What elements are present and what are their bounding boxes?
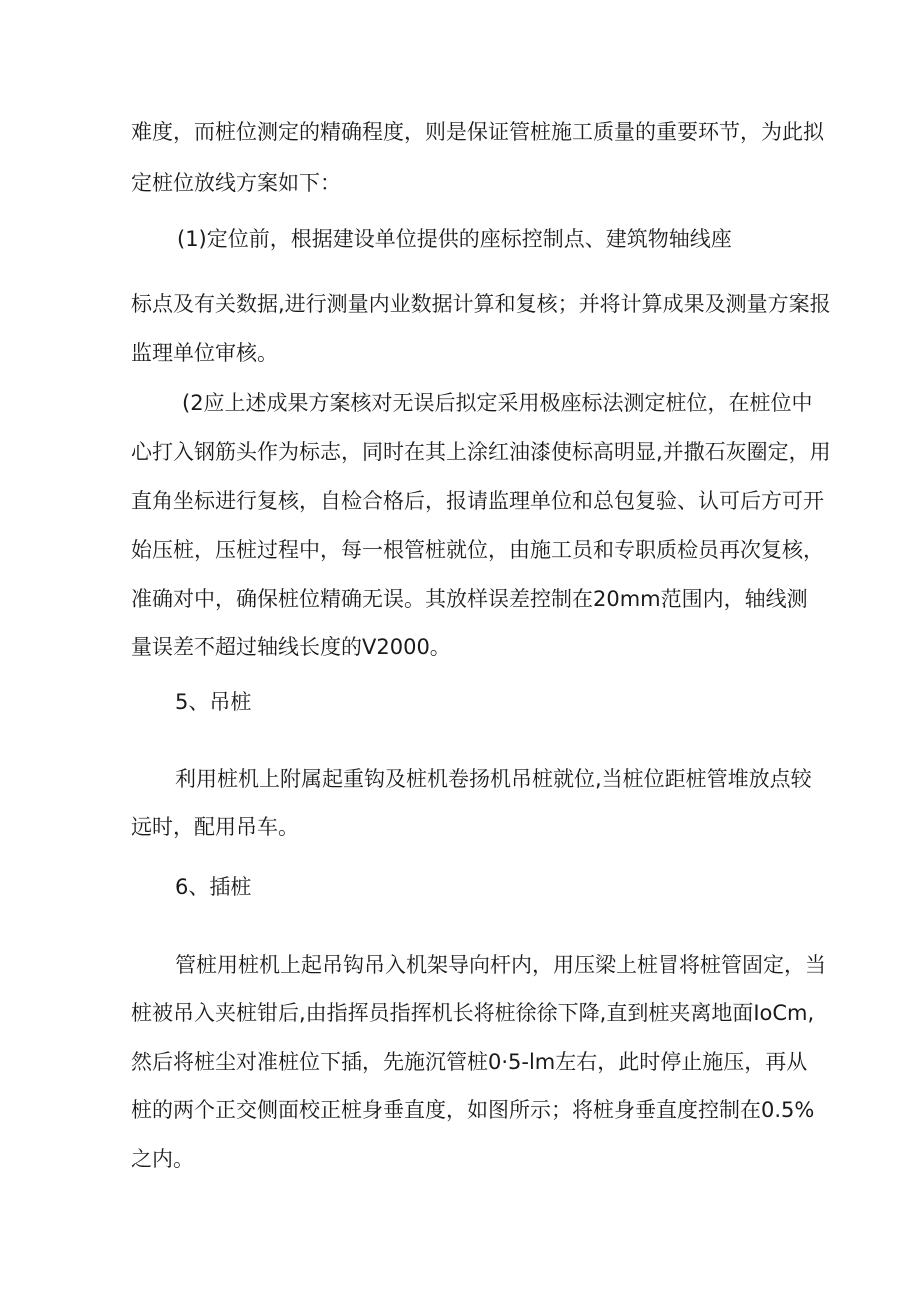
section-heading: 6、插桩	[175, 875, 252, 899]
text-line: 难度，而桩位测定的精确程度，则是保证管桩施工质量的重要环节，为此拟	[131, 120, 824, 144]
text-line: 准确对中，确保桩位精确无误。其放样误差控制在20mm范围内，轴线测	[131, 587, 808, 611]
text-line: 之内。	[131, 1147, 194, 1171]
text-line: 管桩用桩机上起吊钩吊入机架导向杆内，用压梁上桩冒将桩管固定，当	[175, 953, 826, 977]
text-line: 定桩位放线方案如下：	[131, 171, 341, 195]
text-line: 心打入钢筋头作为标志，同时在其上涂红油漆使标高明显,并撒石灰圈定，用	[131, 440, 831, 464]
text-line: 桩的两个正交侧面校正桩身垂直度，如图所示；将桩身垂直度控制在0.5%	[131, 1098, 815, 1122]
text-line: 始压桩，压桩过程中，每一根管桩就位，由施工员和专职质检员再次复核，	[131, 538, 824, 562]
text-line: 桩被吊入夹桩钳后,由指挥员指挥机长将桩徐徐下降,直到桩夹离地面IoCm,	[131, 1001, 815, 1025]
text-line: 监理单位审核。	[131, 341, 278, 365]
text-line: 标点及有关数据,进行测量内业数据计算和复核；并将计算成果及测量方案报	[131, 292, 831, 316]
text-line: 远时，配用吊车。	[131, 815, 299, 839]
text-line: (2应上述成果方案核对无误后拟定采用极座标法测定桩位，在桩位中	[182, 391, 813, 415]
text-line: 然后将桩尘对准桩位下插，先施沉管桩0·5-lm左右，此时停止施压，再从	[131, 1050, 808, 1074]
text-line: 利用桩机上附属起重钩及桩机卷扬机吊桩就位,当桩位距桩管堆放点较	[175, 767, 812, 791]
text-line: 直角坐标进行复核，自检合格后，报请监理单位和总包复验、认可后方可开	[131, 489, 824, 513]
text-line: 量误差不超过轴线长度的V2000。	[131, 635, 451, 659]
section-heading: 5、吊桩	[175, 690, 252, 714]
text-line: (1)定位前，根据建设单位提供的座标控制点、建筑物轴线座	[177, 227, 732, 251]
